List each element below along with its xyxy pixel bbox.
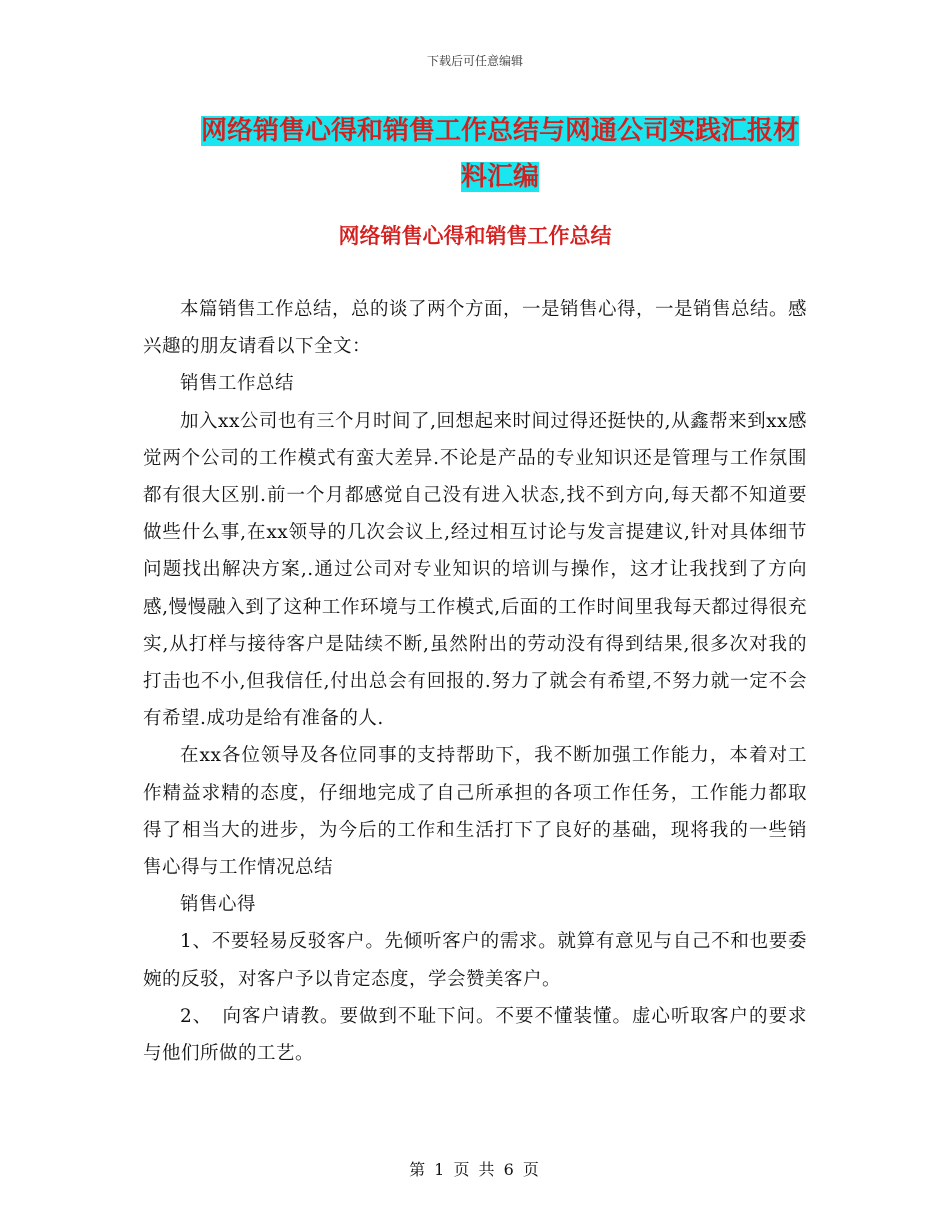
page-header-note: 下载后可任意编辑 xyxy=(426,54,523,68)
document-title xyxy=(190,108,810,200)
list-item-2: 2、 向客户请教。要做到不耻下问。不要不懂装懂。虚心听取客户的要求与他们所做的工艺。 xyxy=(143,1005,807,1065)
subheading-sales-summary: 销售工作总结 xyxy=(180,373,295,395)
section-title: 网络销售心得和销售工作总结 xyxy=(338,224,612,248)
subheading-sales-insights: 销售心得 xyxy=(180,894,257,916)
document-body xyxy=(143,291,807,1072)
paragraph-progress: 在xx各位领导及各位同事的支持帮助下，我不断加强工作能力，本着对工作精益求精的态度，仔细地完成了自己所承担的各项工作任务，工作能力都取得了相当大的进步，为今后的工作和生活打下了良好的基础，现将我的一些销售心得与工作情况总结 xyxy=(143,745,807,879)
document-title-line-2: 料汇编 xyxy=(460,162,539,192)
paragraph-intro: 本篇销售工作总结，总的谈了两个方面，一是销售心得，一是销售总结。感兴趣的朋友请看以下全文： xyxy=(143,299,808,358)
page-number: 第 1 页 共 6 页 xyxy=(409,1160,541,1179)
document-title-line-1: 网络销售心得和销售工作总结与网通公司实践汇报材 xyxy=(200,116,799,146)
list-item-1: 1、不要轻易反驳客户。先倾听客户的需求。就算有意见与自己不和也要委婉的反驳，对客户予以肯定态度，学会赞美客户。 xyxy=(143,931,807,990)
paragraph-joining-company: 加入xx公司也有三个月时间了,回想起来时间过得还挺快的,从鑫帮来到xx感觉两个公司的工作模式有蛮大差异.不论是产品的专业知识还是管理与工作氛围都有很大区别.前一个月都感觉自己没有进入状态,找不到方向,每天都不知道要做些什么事,在xx领导的几次会议上,经过相互讨论与发言提建议,针对具体细节问题找出解决方案,.通过公司对专业知识的培训与操作，这才让我找到了方向感,慢慢融入到了这种工作环境与工作模式,后面的工作时间里我每天都过得很充实,从打样与接待客户是陆续不断,虽然附出的劳动没有得到结果,很多次对我的打击也不小,但我信任,付出总会有回报的.努力了就会有希望,不努力就一定不会有希望.成功是给有准备的人. xyxy=(143,410,807,730)
